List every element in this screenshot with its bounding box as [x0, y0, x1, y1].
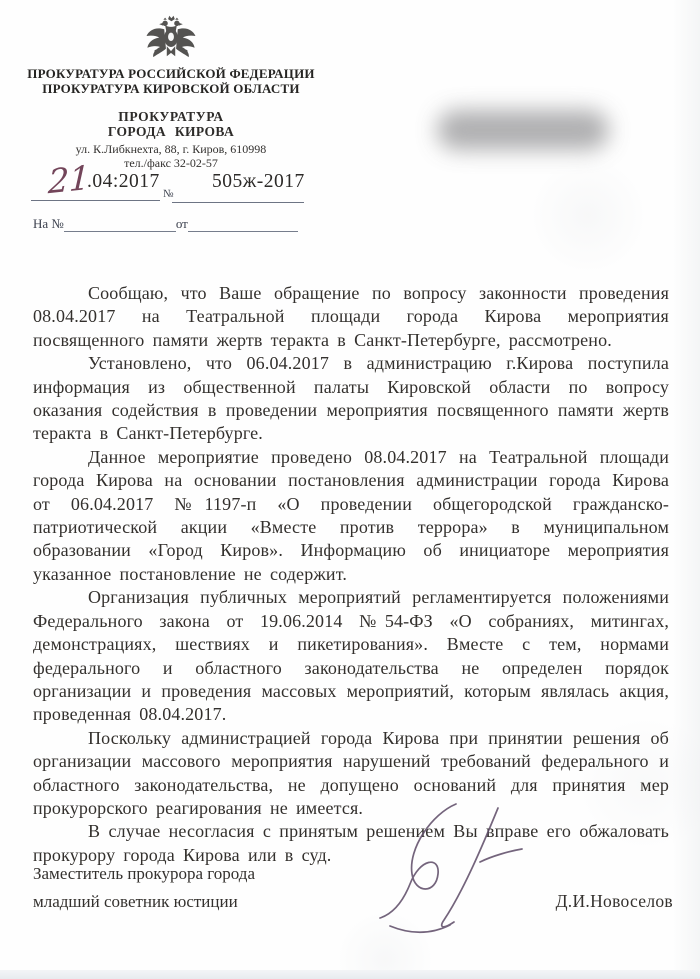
letter-body — [33, 282, 669, 867]
office-name-line2: ГОРОДА КИРОВА — [107, 124, 235, 140]
document-date: .04:2017 — [87, 171, 160, 192]
reply-from-label: от — [175, 216, 188, 231]
signoff-block — [33, 860, 673, 916]
office-address: ул. К.Либкнехта, 88, г. Киров, 610998 — [75, 141, 267, 156]
paragraph: Организация публичных мероприятий регламентируется положениями Федерального закона от 19.06.2014 №54-ФЗ «О собраниях, митингах, демонстрациях, шествиях и пикетирования». Вместе с тем, нормами федерального и областного законодательства не определен порядок организации и проведения массовых мероприятий, которым являлась акция, проведенная 08.04.2017. — [33, 587, 669, 725]
signer-name: Д.И.Новоселов — [555, 891, 673, 911]
redacted-recipient-block — [437, 110, 609, 150]
handwritten-day: 21 — [47, 157, 91, 202]
letterhead — [25, 14, 317, 171]
number-sign: № — [163, 188, 174, 200]
paragraph: Сообщаю, что Ваше обращение по вопросу законности проведения 08.04.2017 на Театральной площади города Кирова мероприятия посвященного памяти жертв теракта в Санкт-Петербурге, рассмотрено. — [33, 283, 669, 350]
paragraph: Установлено, что 06.04.2017 в администрацию г.Кирова поступила информация из общественной палаты Кировской области по вопросу оказания содействия в проведении мероприятия посвященного памяти жертв теракта в Санкт-Петербурге. — [33, 353, 669, 444]
org-name-region: ПРОКУРАТУРА КИРОВСКОЙ ОБЛАСТИ — [42, 80, 300, 96]
scan-bottom-edge — [0, 970, 700, 979]
office-name-line1: ПРОКУРАТУРА — [118, 108, 224, 124]
reply-reference-line — [33, 216, 298, 232]
coat-of-arms-icon — [144, 14, 198, 63]
date-underline — [31, 200, 160, 201]
reply-date-blank — [188, 218, 298, 232]
number-underline — [172, 202, 304, 203]
reply-prefix: На № — [33, 216, 64, 231]
paragraph: В случае несогласия с принятым решением Вы вправе его обжаловать прокурору города Кирова или в суд. — [33, 821, 669, 865]
paragraph: Поскольку администрацией города Кирова при принятии решения об организации массового мероприятия нарушений требований федерального и областного законодательства, не допущено оснований для принятия мер прокурорского реагирования не имеется. — [33, 727, 669, 818]
org-name-federation: ПРОКУРАТУРА РОССИЙСКОЙ ФЕДЕРАЦИИ — [27, 66, 315, 81]
office-phone: тел./факс 32-02-57 — [124, 155, 218, 170]
signer-position-line1: Заместитель прокурора города — [33, 864, 255, 883]
reply-number-blank — [64, 218, 176, 232]
paragraph: Данное мероприятие проведено 08.04.2017 на Театральной площади города Кирова на основании постановления администрации города Кирова от 06.04.2017 №1197-п «О проведении общегородской гражданско-патриотической акции «Вместе против террора» в муниципальном образовании «Город Киров». Информацию об инициаторе мероприятия указанное постановление не содержит. — [33, 446, 669, 584]
outgoing-number: 505ж-2017 — [212, 171, 305, 192]
signer-position-line2: младший советник юстиции — [33, 892, 238, 911]
